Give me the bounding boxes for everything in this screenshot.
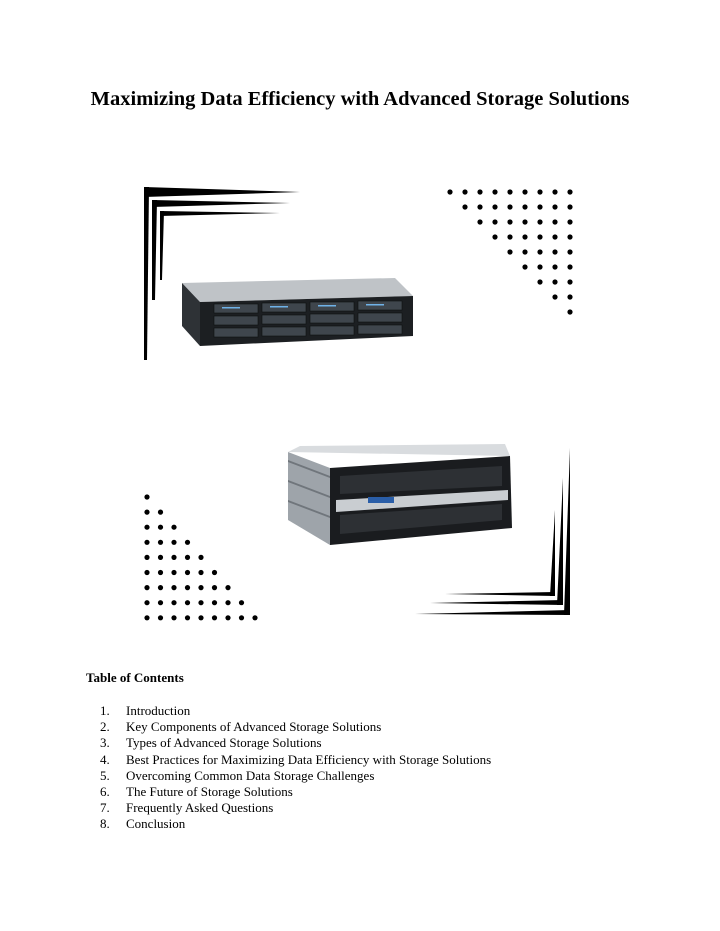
decor-dot: [225, 600, 230, 605]
toc-item-number: 1.: [100, 703, 110, 718]
decor-dot: [507, 204, 512, 209]
rack-server-2u-icon: [182, 278, 413, 346]
decor-dot: [171, 525, 176, 530]
decor-dot: [522, 234, 527, 239]
decor-dot: [158, 509, 163, 514]
decor-dot: [171, 570, 176, 575]
decor-dot: [537, 249, 542, 254]
decor-dot: [212, 600, 217, 605]
decor-dot: [552, 249, 557, 254]
decor-dot: [158, 615, 163, 620]
toc-item-number: 5.: [100, 767, 110, 783]
decor-dot: [198, 600, 203, 605]
decor-dot: [158, 555, 163, 560]
decor-dot: [507, 249, 512, 254]
decor-dot: [552, 279, 557, 284]
toc-item-label: Types of Advanced Storage Solutions: [126, 735, 322, 751]
toc-item-label: Best Practices for Maximizing Data Efficiency with Storage Solutions: [126, 751, 492, 767]
decor-dot: [567, 309, 572, 314]
toc-item[interactable]: [100, 719, 491, 735]
toc-item-label: Conclusion: [126, 816, 186, 832]
decor-dot: [158, 570, 163, 575]
decor-dot: [171, 540, 176, 545]
decor-dot: [144, 540, 149, 545]
decor-dot: [447, 189, 452, 194]
decor-dot: [198, 615, 203, 620]
decor-dot: [198, 585, 203, 590]
decor-dot: [552, 189, 557, 194]
decor-dot: [552, 219, 557, 224]
decor-dot: [171, 600, 176, 605]
decor-dot: [239, 615, 244, 620]
decor-dot: [144, 585, 149, 590]
decor-dot: [462, 204, 467, 209]
toc-item[interactable]: [100, 800, 491, 816]
toc-item-number: 4.: [100, 751, 110, 767]
decor-dot: [537, 219, 542, 224]
toc-item[interactable]: [100, 752, 491, 768]
table-of-contents: [100, 703, 491, 833]
decor-dot: [185, 570, 190, 575]
decor-dot: [537, 204, 542, 209]
decor-dot: [552, 264, 557, 269]
decor-dot: [477, 204, 482, 209]
decor-dot: [198, 570, 203, 575]
decor-dot: [225, 615, 230, 620]
decor-dot: [225, 585, 230, 590]
decor-dot: [144, 570, 149, 575]
decor-dot: [567, 189, 572, 194]
decor-dot: [212, 585, 217, 590]
decor-dot: [158, 585, 163, 590]
decor-dot: [522, 264, 527, 269]
decor-dot: [537, 234, 542, 239]
decor-dot: [492, 189, 497, 194]
rack-server-4u-icon: [288, 444, 512, 545]
decor-dot: [239, 600, 244, 605]
decor-dot: [522, 204, 527, 209]
decor-dot: [158, 525, 163, 530]
decor-dot: [144, 525, 149, 530]
dot-triangle-bottom-left: [144, 494, 257, 620]
decor-dot: [567, 234, 572, 239]
decor-dot: [507, 219, 512, 224]
toc-item[interactable]: [100, 816, 491, 832]
corner-lines-top-left: [144, 187, 300, 360]
decor-dot: [158, 540, 163, 545]
decor-dot: [567, 294, 572, 299]
page-title: Maximizing Data Efficiency with Advanced Storage Solutions: [90, 88, 630, 110]
decor-dot: [185, 615, 190, 620]
decor-dot: [522, 189, 527, 194]
decor-dot: [567, 279, 572, 284]
decor-dot: [507, 234, 512, 239]
decor-dot: [567, 249, 572, 254]
decor-dot: [522, 219, 527, 224]
toc-item-number: 6.: [100, 784, 110, 800]
decor-dot: [462, 189, 467, 194]
decor-dot: [144, 600, 149, 605]
decor-dot: [492, 204, 497, 209]
decor-dot: [185, 555, 190, 560]
decor-dot: [552, 234, 557, 239]
decor-dot: [185, 585, 190, 590]
toc-item-label: Introduction: [126, 703, 191, 718]
decor-dot: [537, 279, 542, 284]
decor-dot: [144, 509, 149, 514]
toc-item-label: Overcoming Common Data Storage Challenges: [126, 767, 375, 783]
decor-dot: [552, 294, 557, 299]
decor-dot: [144, 494, 149, 499]
toc-item[interactable]: [100, 735, 491, 751]
toc-item-number: 2.: [100, 719, 110, 735]
decor-dot: [144, 615, 149, 620]
decor-dot: [492, 219, 497, 224]
decor-dot: [477, 219, 482, 224]
toc-item-number: 3.: [100, 735, 110, 751]
toc-item-label: Key Components of Advanced Storage Solutions: [126, 719, 382, 735]
decor-dot: [185, 540, 190, 545]
decor-dot: [477, 189, 482, 194]
toc-item-label: Frequently Asked Questions: [126, 800, 274, 816]
decor-dot: [171, 555, 176, 560]
decor-dot: [537, 264, 542, 269]
decor-dot: [185, 600, 190, 605]
decor-dot: [522, 249, 527, 254]
decor-dot: [171, 615, 176, 620]
toc-item-label: The Future of Storage Solutions: [126, 784, 293, 800]
decor-dot: [567, 219, 572, 224]
decor-dot: [537, 189, 542, 194]
decor-dot: [212, 615, 217, 620]
decor-dot: [144, 555, 149, 560]
decor-dot: [212, 570, 217, 575]
toc-heading: Table of Contents: [86, 670, 184, 685]
decor-dot: [507, 189, 512, 194]
dot-triangle-top-right: [447, 189, 572, 314]
decor-dot: [252, 615, 257, 620]
decor-dot: [552, 204, 557, 209]
toc-item[interactable]: [100, 703, 491, 719]
decor-dot: [171, 585, 176, 590]
decor-dot: [198, 555, 203, 560]
toc-item-number: 7.: [100, 800, 110, 816]
toc-item[interactable]: [100, 768, 491, 784]
decor-dot: [567, 264, 572, 269]
decor-dot: [492, 234, 497, 239]
decor-dot: [567, 204, 572, 209]
toc-item-number: 8.: [100, 816, 110, 832]
toc-item[interactable]: [100, 784, 491, 800]
corner-lines-bottom-right: [415, 448, 570, 615]
decor-dot: [158, 600, 163, 605]
